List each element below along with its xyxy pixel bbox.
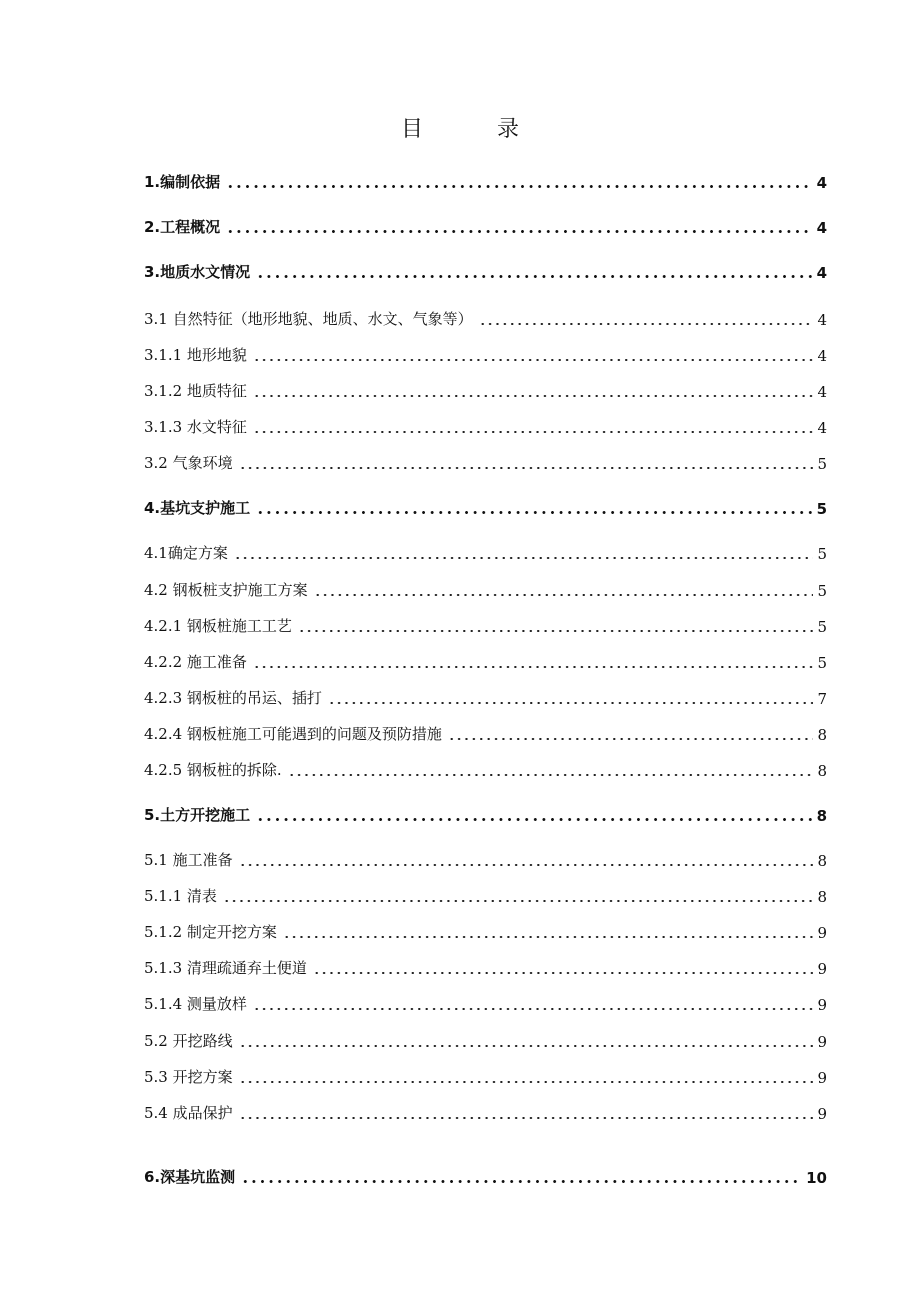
toc-entry[interactable]: [144, 213, 827, 237]
dot-leader: [241, 1180, 802, 1183]
toc-entry-page: 9: [817, 1105, 827, 1123]
toc-entry-page: 9: [817, 960, 827, 978]
toc-entry-label: 5.土方开挖施工: [144, 806, 251, 824]
toc-entry-label: 4.2.2 施工准备: [144, 653, 247, 671]
dot-leader: [239, 467, 814, 469]
toc-entry-label: 5.3 开挖方案: [144, 1068, 233, 1086]
toc-entry[interactable]: [144, 576, 827, 600]
toc-entry-page: 5: [817, 455, 827, 473]
toc-entry-page: 8: [817, 888, 827, 906]
toc-entry[interactable]: [144, 918, 827, 942]
toc-entry[interactable]: [144, 341, 827, 365]
toc-entry-label: 5.1.1 清表: [144, 887, 217, 905]
toc-entry-label: 4.2.3 钢板桩的吊运、插打: [144, 689, 322, 707]
toc-entry[interactable]: [144, 539, 827, 563]
toc-entry-label: 5.1 施工准备: [144, 851, 233, 869]
toc-entry-label: 5.4 成品保护: [144, 1104, 233, 1122]
toc-entry-label: 5.1.2 制定开挖方案: [144, 923, 277, 941]
toc-entry-page: 8: [817, 852, 827, 870]
dot-leader: [448, 738, 814, 740]
toc-entry-page: 9: [817, 1033, 827, 1051]
toc-entry-page: 10: [806, 1169, 827, 1187]
dot-leader: [253, 1008, 814, 1010]
toc-entry-page: 8: [816, 807, 827, 825]
toc-entry[interactable]: [144, 168, 827, 192]
dot-leader: [314, 594, 814, 596]
dot-leader: [313, 972, 814, 974]
toc-entry-page: 9: [817, 924, 827, 942]
dot-leader: [256, 818, 812, 821]
toc-entry-page: 5: [817, 582, 827, 600]
dot-leader: [256, 275, 812, 278]
toc-entry[interactable]: [144, 305, 827, 329]
page-title: 目 录: [400, 117, 545, 142]
dot-leader: [223, 900, 814, 902]
dot-leader: [239, 864, 814, 866]
toc-entry[interactable]: [144, 1099, 827, 1123]
toc-entry-page: 4: [816, 219, 827, 237]
dot-leader: [253, 431, 814, 433]
toc-entry-page: 4: [816, 264, 827, 282]
toc-entry-label: 4.2.4 钢板桩施工可能遇到的问题及预防措施: [144, 725, 442, 743]
dot-leader: [253, 395, 814, 397]
toc-entry-page: 9: [817, 1069, 827, 1087]
toc-entry[interactable]: [144, 612, 827, 636]
toc-entry-page: 8: [817, 762, 827, 780]
dot-leader: [283, 936, 814, 938]
toc-entry-label: 5.2 开挖路线: [144, 1032, 233, 1050]
dot-leader: [239, 1081, 814, 1083]
dot-leader: [239, 1045, 814, 1047]
dot-leader: [226, 185, 812, 188]
toc-entry-label: 5.1.4 测量放样: [144, 995, 247, 1013]
toc-entry-page: 5: [817, 545, 827, 563]
toc-entry-page: 4: [816, 174, 827, 192]
toc-entry-label: 2.工程概况: [144, 218, 221, 236]
dot-leader: [226, 230, 812, 233]
toc-entry-page: 5: [816, 500, 827, 518]
toc-entry-label: 3.2 气象环境: [144, 454, 233, 472]
toc-entry[interactable]: [144, 882, 827, 906]
toc-entry[interactable]: [144, 684, 827, 708]
toc-entry-label: 3.1.2 地质特征: [144, 382, 247, 400]
toc-entry[interactable]: [144, 648, 827, 672]
toc-entry-label: 3.1.1 地形地貌: [144, 346, 247, 364]
toc-entry-label: 5.1.3 清理疏通弃土便道: [144, 959, 307, 977]
toc-entry[interactable]: [144, 954, 827, 978]
dot-leader: [298, 630, 814, 632]
toc-entry[interactable]: [144, 258, 827, 282]
toc-entry[interactable]: [144, 801, 827, 825]
dot-leader: [288, 774, 814, 776]
dot-leader: [328, 702, 814, 704]
toc-entry-page: 4: [817, 347, 827, 365]
toc-entry-page: 5: [817, 618, 827, 636]
toc-entry-page: 4: [817, 311, 827, 329]
toc-entry[interactable]: [144, 449, 827, 473]
toc-entry[interactable]: [144, 720, 827, 744]
toc-entry-label: 4.2 钢板桩支护施工方案: [144, 581, 308, 599]
toc-entry[interactable]: [144, 1027, 827, 1051]
dot-leader: [253, 359, 814, 361]
dot-leader: [479, 323, 814, 325]
toc-entry-page: 8: [817, 726, 827, 744]
toc-entry-label: 4.基坑支护施工: [144, 499, 251, 517]
dot-leader: [239, 1117, 814, 1119]
toc-entry-page: 4: [817, 419, 827, 437]
toc-entry-label: 4.2.5 钢板桩的拆除.: [144, 761, 282, 779]
toc-entry[interactable]: [144, 1063, 827, 1087]
toc-entry-label: 3.1 自然特征（地形地貌、地质、水文、气象等）: [144, 310, 473, 328]
toc-entry[interactable]: [144, 1163, 827, 1187]
toc-entry-page: 7: [817, 690, 827, 708]
toc-entry-label: 4.2.1 钢板桩施工工艺: [144, 617, 292, 635]
toc-entry[interactable]: [144, 494, 827, 518]
toc-entry[interactable]: [144, 413, 827, 437]
toc-entry[interactable]: [144, 377, 827, 401]
dot-leader: [234, 557, 814, 559]
toc-entry-page: 4: [817, 383, 827, 401]
toc-entry-label: 3.1.3 水文特征: [144, 418, 247, 436]
toc-entry[interactable]: [144, 846, 827, 870]
toc-entry-label: 3.地质水文情况: [144, 263, 251, 281]
dot-leader: [256, 511, 812, 514]
toc-entry-page: 9: [817, 996, 827, 1014]
toc-entry-page: 5: [817, 654, 827, 672]
toc-entry[interactable]: [144, 990, 827, 1014]
dot-leader: [253, 666, 814, 668]
toc-entry-label: 4.1确定方案: [144, 544, 228, 562]
toc-entry-label: 6.深基坑监测: [144, 1168, 236, 1186]
toc-entry-label: 1.编制依据: [144, 173, 221, 191]
toc-entry[interactable]: [144, 756, 827, 780]
